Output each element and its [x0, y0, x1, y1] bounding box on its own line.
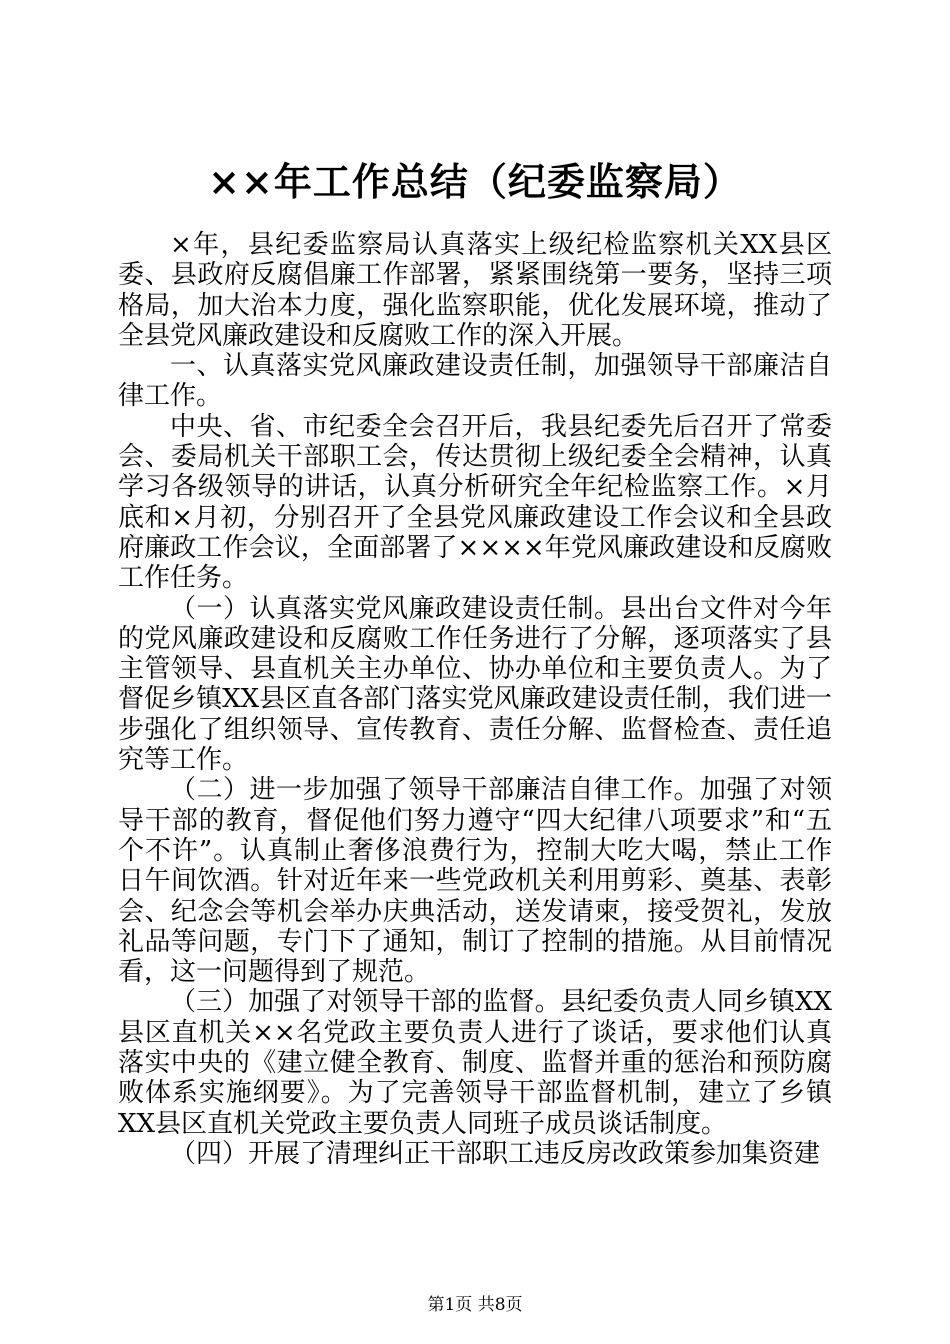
paragraph-meetings: 中央、省、市纪委全会召开后，我县纪委先后召开了常委会、委局机关干部职工会，传达贯彻上级纪委全会精神，认真学习各级领导的讲话，认真分析研究全年纪检监察工作。×月底和×月初，分别召开了全县党风廉政建设工作会议和全县政府廉政工作会议，全面部署了××××年党风廉政建设和反腐败工作任务。	[118, 411, 832, 594]
paragraph-item-1: （一）认真落实党风廉政建设责任制。县出台文件对今年的党风廉政建设和反腐败工作任务进行了分解，逐项落实了县主管领导、县直机关主办单位、协办单位和主要负责人。为了督促乡镇XX县区直各部门落实党风廉政建设责任制，我们进一步强化了组织领导、宣传教育、责任分解、监督检查、责任追究等工作。	[118, 593, 832, 776]
paragraph-item-4: （四）开展了清理纠正干部职工违反房改政策参加集资建	[170, 1138, 821, 1169]
paragraph-item-2: （二）进一步加强了领导干部廉洁自律工作。加强了对领导干部的教育，督促他们努力遵守“四大纪律八项要求”和“五个不许”。认真制止奢侈浪费行为，控制大吃大喝，禁止工作日午间饮酒。针对近年来一些党政机关利用剪彩、奠基、表彰会、纪念会等机会举办庆典活动，送发请柬，接受贺礼，发放礼品等问题，专门下了通知，制订了控制的措施。从目前情况看，这一问题得到了规范。	[118, 775, 832, 988]
paragraph-item-3: （三）加强了对领导干部的监督。县纪委负责人同乡镇XX县区直机关××名党政主要负责人进行了谈话，要求他们认真落实中央的《建立健全教育、制度、监督并重的惩治和预防腐败体系实施纲要》。为了完善领导干部监督机制，建立了乡镇XX县区直机关党政主要负责人同班子成员谈话制度。	[118, 987, 832, 1139]
paragraph-intro: ×年，县纪委监察局认真落实上级纪检监察机关XX县区委、县政府反腐倡廉工作部署，紧紧围绕第一要务，坚持三项格局，加大治本力度，强化监察职能，优化发展环境，推动了全县党风廉政建设和反腐败工作的深入开展。	[118, 230, 832, 351]
page-number-footer: 第1页 共8页	[427, 1295, 523, 1315]
document-title: ××年工作总结（纪委监察局）	[208, 159, 742, 204]
section-heading-1: 一、认真落实党风廉政建设责任制，加强领导干部廉洁自律工作。	[118, 351, 832, 412]
document-body	[118, 230, 832, 1169]
